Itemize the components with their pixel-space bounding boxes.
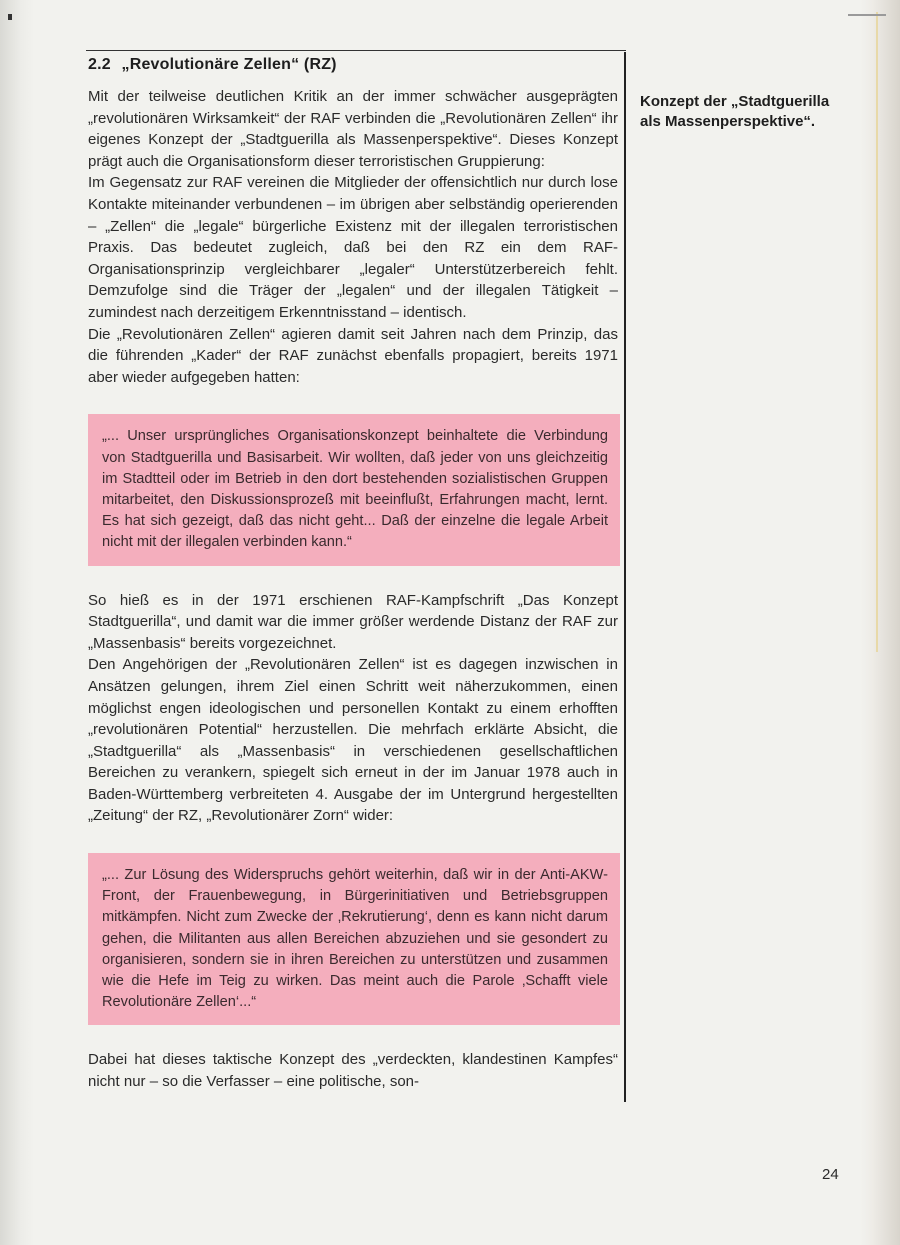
page-edge-shadow [860, 0, 900, 1245]
page-edge-line [876, 12, 878, 652]
paragraph-intro-1: Mit der teilweise deutlichen Kritik an der immer schwächer ausgeprägten „revolutionären Wirksamkeit“ der RAF verbinden die „Revolutionären Zellen“ ihr eigenes Konzept der „Stadtguerilla als Massenperspektive“. Dieses Konzept prägt auch die Organisationsform dieser terroristischen Gruppierung: [88, 88, 618, 170]
column-rule [624, 52, 626, 1102]
corner-mark [848, 14, 886, 16]
quote-box-2 [88, 853, 620, 1025]
section-number: 2.2 [88, 56, 111, 73]
page-number: 24 [822, 1166, 839, 1183]
quote-text-1: „... Unser ursprüngliches Organisationskonzept beinhaltete die Verbindung von Stadtguerilla und Basisarbeit. Wir wollten, daß jeder von uns gleichzeitig im Stadtteil oder im Betrieb in den dort bestehenden sozialistischen Gruppen mitarbeitet, den Diskussionsprozeß mit beeinflußt, Erfahrungen macht, lernt. Es hat sich gezeigt, daß das nicht geht... Daß der einzelne die legale Arbeit nicht mit der illegalen verbinden kann.“ [102, 428, 608, 551]
section-title: „Revolutionäre Zellen“ (RZ) [121, 56, 337, 73]
quote-text-2: „... Zur Lösung des Widerspruchs gehört weiterhin, daß wir in der Anti-AKW-Front, der Frauenbewegung, in Bürgerinitiativen und Betriebsgruppen mitkämpfen. Nicht zum Zwecke der ‚Rekrutierung‘, denn es kann nicht darum gehen, die Militanten aus allen Bereichen abzuziehen und sie gesondert zu organisieren, sondern sie in ihren Bereichen zu unterstützen und zusammen wie die Hefe im Teig zu wirken. Das meint auch die Parole ‚Schafft viele Revolutionäre Zellen‘...“ [102, 867, 608, 1011]
paragraph-end: Dabei hat dieses taktische Konzept des „verdeckten, klandestinen Kampfes“ nicht nur – so die Verfasser – eine politische, son- [88, 1051, 618, 1091]
binding-shadow [0, 0, 34, 1245]
top-rule [86, 50, 626, 51]
scan-mark [8, 14, 12, 20]
section-heading [88, 56, 618, 74]
paragraph-middle-1: So hieß es in der 1971 erschienen RAF-Kampfschrift „Das Konzept Stadtguerilla“, und damit war die immer größer werdende Distanz der RAF zur „Massenbasis“ bereits vorgezeichnet. [88, 591, 618, 652]
paragraph-intro-2: Im Gegensatz zur RAF vereinen die Mitglieder der offensichtlich nur durch lose Kontakte miteinander verbundenen – im übrigen aber selbständig operierenden – „Zellen“ die „legale“ bürgerliche Existenz mit der illegalen terroristischen Praxis. Das bedeutet zugleich, daß bei den RZ ein dem RAF-Organisationsprinzip vergleichbarer „legaler“ Unterstützerbereich fehlt. Demzufolge sind die Träger der „legalen“ und der illegalen Tätigkeit – zumindest nach derzeitigem Erkenntnisstand – identisch. [88, 174, 618, 321]
margin-note: Konzept der „Stadtguerilla als Massenperspektive“. [640, 93, 830, 130]
paragraph-middle-2: Den Angehörigen der „Revolutionären Zellen“ ist es dagegen inzwischen in Ansätzen gelungen, ihrem Ziel einen Schritt weit näherzukommen, einen möglichst engen ideologischen und personellen Kontakt zu einem erhofften „revolutionären Potential“ herzustellen. Die mehrfach erklärte Absicht, die „Stadtguerilla“ als „Massenbasis“ in verschiedenen gesellschaftlichen Bereichen zu verankern, spiegelt sich erneut in der im Januar 1978 auch in Baden-Württemberg verbreiteten 4. Ausgabe der im Untergrund hergestellten „Zeitung“ der RZ, „Revolutionärer Zorn“ wider: [88, 656, 618, 825]
quote-box-1 [88, 414, 620, 565]
paragraph-intro-3: Die „Revolutionären Zellen“ agieren damit seit Jahren nach dem Prinzip, das die führenden „Kader“ der RAF zunächst ebenfalls propagiert, bereits 1971 aber wieder aufgegeben hatten: [88, 325, 618, 386]
main-column [88, 56, 618, 1093]
